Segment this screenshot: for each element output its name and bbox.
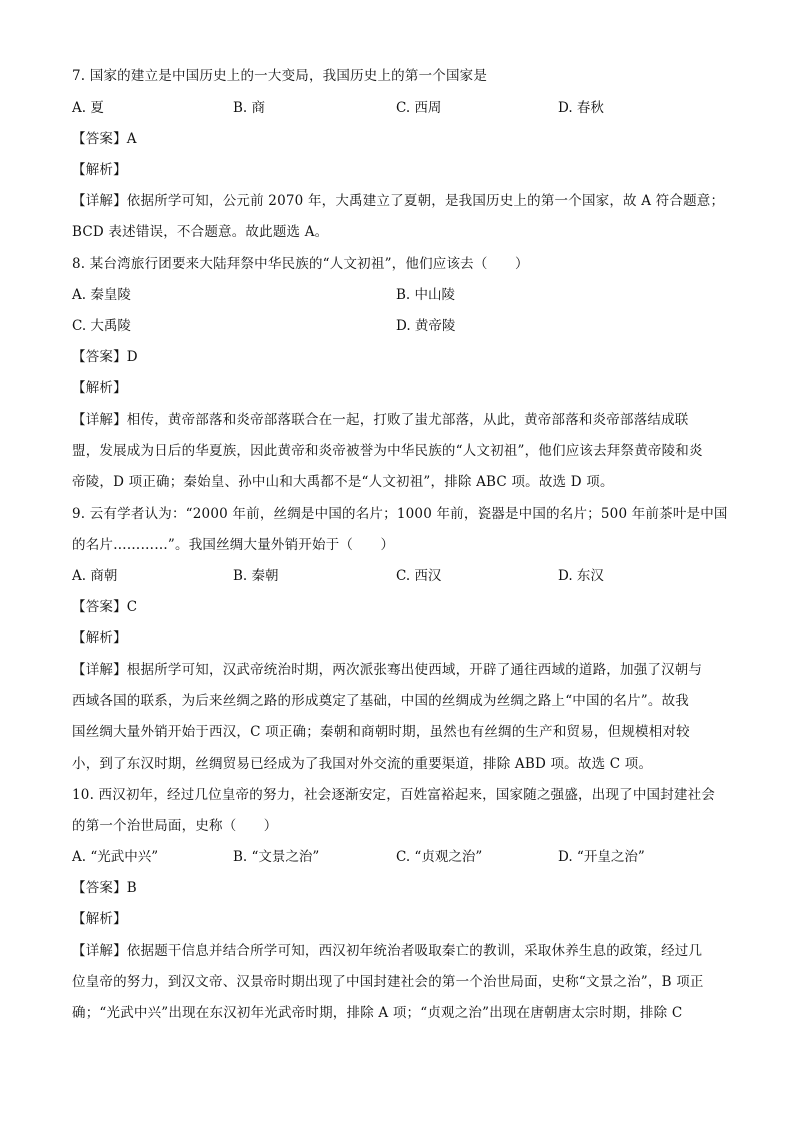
question-8-option-d: D. 黄帝陵 [396, 318, 456, 334]
question-8-detail-line: 帝陵，D 项正确；秦始皇、孙中山和大禹都不是“人文初祖”，排除 ABC 项。故选 D 项。 [72, 474, 614, 490]
question-7-option-b: B. 商 [233, 100, 266, 116]
question-10-option-b: B. “文景之治” [233, 849, 320, 865]
question-9-detail-line: 【详解】根据所学可知，汉武帝统治时期，两次派张骞出使西域，开辟了通往西域的道路，加强了汉朝与 [72, 662, 703, 678]
question-9-detail-line: 国丝绸大量外销开始于西汉，C 项正确；秦朝和商朝时期，虽然也有丝绸的生产和贸易，但规模相对较 [72, 724, 690, 740]
question-10-option-a: A. “光武中兴” [72, 849, 159, 865]
question-9-option-a: A. 商朝 [72, 568, 118, 584]
question-9-detail-line: 小，到了东汉时期，丝绸贸易已经成为了我国对外交流的重要渠道，排除 ABD 项。故选 C 项。 [72, 756, 653, 772]
question-10-answer: 【答案】B [72, 880, 137, 896]
question-9-analysis: 【解析】 [72, 630, 127, 646]
question-9-option-c: C. 西汉 [396, 568, 442, 584]
question-9-stem: 9. 云有学者认为：“2000 年前，丝绸是中国的名片；1000 年前，瓷器是中国的名片；500 年前茶叶是中国 [72, 506, 728, 522]
question-8-answer: 【答案】D [72, 349, 138, 365]
question-7-detail-line: 【详解】依据所学可知，公元前 2070 年，大禹建立了夏朝，是我国历史上的第一个国家，故 A 符合题意； [72, 193, 725, 209]
question-7-analysis: 【解析】 [72, 162, 127, 178]
question-8-option-a: A. 秦皇陵 [72, 287, 131, 303]
question-8-analysis: 【解析】 [72, 380, 127, 396]
question-10-option-d: D. “开皇之治” [558, 849, 645, 865]
question-7-option-a: A. 夏 [72, 100, 104, 116]
question-7-detail-line: BCD 表述错误，不合题意。故此题选 A。 [72, 224, 329, 240]
question-9-stem: 的名片…………”。我国丝绸大量外销开始于（ ） [72, 537, 395, 553]
question-8-option-c: C. 大禹陵 [72, 318, 131, 334]
question-7-answer: 【答案】A [72, 131, 137, 147]
question-8-stem: 8. 某台湾旅行团要来大陆拜祭中华民族的“人文初祖”，他们应该去（ ） [72, 256, 529, 272]
question-10-detail-line: 【详解】依据题干信息并结合所学可知，西汉初年统治者吸取秦亡的教训，采取休养生息的政策，经过几 [72, 943, 703, 959]
question-7-stem: 7. 国家的建立是中国历史上的一大变局，我国历史上的第一个国家是 [72, 68, 488, 84]
question-10-stem: 的第一个治世局面，史称（ ） [72, 818, 278, 834]
question-7-option-d: D. 春秋 [558, 100, 604, 116]
question-9-option-b: B. 秦朝 [233, 568, 279, 584]
question-10-detail-line: 确；“光武中兴”出现在东汉初年光武帝时期，排除 A 项；“贞观之治”出现在唐朝唐太宗时期，排除 C [72, 1005, 683, 1021]
question-9-detail-line: 西域各国的联系，为后来丝绸之路的形成奠定了基础，中国的丝绸成为丝绸之路上“中国的名片”。故我 [72, 693, 690, 709]
question-8-option-b: B. 中山陵 [396, 287, 456, 303]
question-9-answer: 【答案】C [72, 599, 138, 615]
question-10-analysis: 【解析】 [72, 911, 127, 927]
question-7-option-c: C. 西周 [396, 100, 442, 116]
question-10-option-c: C. “贞观之治” [396, 849, 483, 865]
question-10-stem: 10. 西汉初年，经过几位皇帝的努力，社会逐渐安定，百姓富裕起来，国家随之强盛，出现了中国封建社会 [72, 787, 716, 803]
question-10-detail-line: 位皇帝的努力，到汉文帝、汉景帝时期出现了中国封建社会的第一个治世局面，史称“文景之治”，B 项正 [72, 974, 704, 990]
question-8-detail-line: 【详解】相传，黄帝部落和炎帝部落联合在一起，打败了蚩尤部落，从此，黄帝部落和炎帝部落结成联 [72, 412, 689, 428]
question-9-option-d: D. 东汉 [558, 568, 604, 584]
question-8-detail-line: 盟，发展成为日后的华夏族，因此黄帝和炎帝被誉为中华民族的“人文初祖”，他们应该去拜祭黄帝陵和炎 [72, 443, 703, 459]
